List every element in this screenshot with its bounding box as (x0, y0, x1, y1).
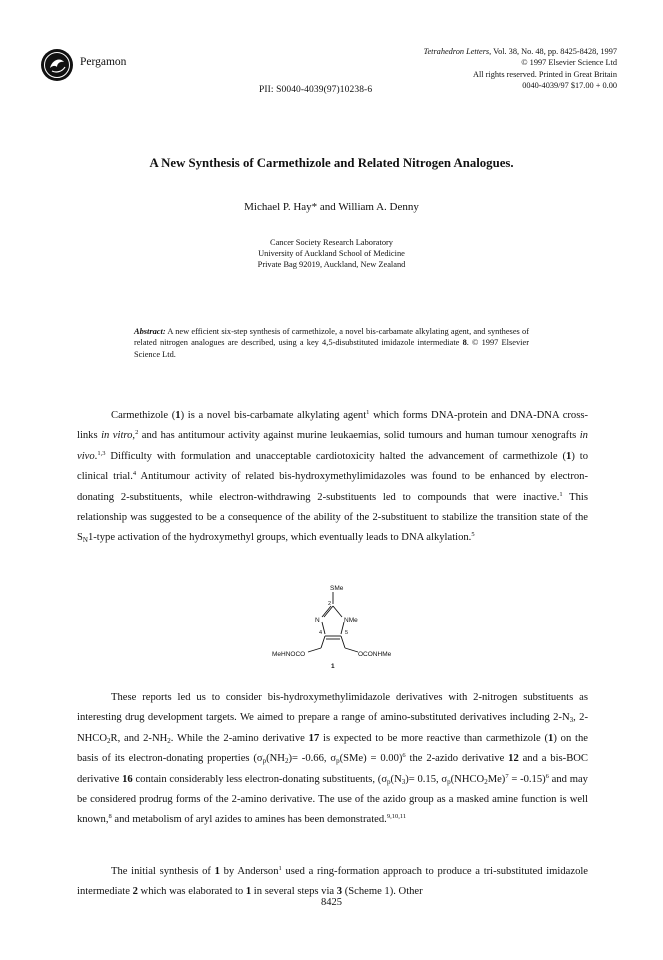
body-paragraph: Carmethizole (1) is a novel bis-carbamate alkylating agent$^1$ which forms DNA-protein and DNA-DNA cross-links in vitro,$^2$ and has antitumour activity against murine leukaemias, solid tumours and human tumour xenografts in vivo.$^{1,3}$ Difficulty with formulation and unacceptable cardiotoxicity halted the advancement of carmethizole (1) to clinical trial.$^4$ Antitumour activity of related bis-hydroxymethylimidazoles was found to be enhanced by electron-donating 2-substituents, while electron-withdrawing 2-substituents led to compounds that were inactive.$^1$ This relationship was suggested to be a consequence of the ability of the 2-substituent to stabilize the transition state of the $S_N1$-type activation of the hydroxymethyl groups, which eventually leads to DNA alkylation.$^5$ (77, 409, 588, 545)
publisher-name: Pergamon (80, 56, 127, 68)
compound-label: 1 (331, 663, 335, 670)
affiliation (0, 237, 663, 270)
paper-title: A New Synthesis of Carmethizole and Related Nitrogen Analogues. (149, 156, 514, 170)
pii-identifier: PII: S0040-4039(97)10238-6 (259, 85, 373, 95)
bond-c4-ch2 (321, 636, 325, 648)
bond-c2-n1 (333, 606, 342, 617)
bond-c2-n3-double (322, 606, 331, 617)
affiliation-line: Cancer Society Research Laboratory (269, 238, 393, 247)
body-paragraph: These reports led us to consider bis-hydroxymethylimidazole derivatives with 2-nitrogen substituents as interesting drug development targets. We aimed to prepare a range of amino-substituted derivatives including $2-N_3$, $2-NHCO_2R$, and $2-NH_2$. While the 2-amino derivative 17 is expected to be more reactive than carmethizole (1) on the basis of its electron-donating properties ($\sigma_p(NH_2)= -0.66$, $\sigma_p(SMe) = 0.00)^6$ the 2-azido derivative 12 and a bis-BOC derivative 16 contain considerably less electron-donating substituents, ($\sigma_p(N_3)= 0.15$, $\sigma_p(NHCO_2Me)^7 = -0.15)^6$ and may be considered prodrug forms of the 2-amino derivative. The use of the azido group as a masked amine function is well known,$^8$ and metabolism of aryl azides to amines has been demonstrated.$^{9,10,11}$ (77, 692, 588, 826)
bond-ch2-o-left (308, 648, 321, 652)
body-paragraph: The initial synthesis of 1 by Anderson$^1$ used a ring-formation approach to produce a tri-substituted imidazole intermediate 2 which was elaborated to 1 in several steps via 3 (Scheme 1). Other (77, 865, 589, 898)
bond-c5-ch2 (341, 636, 345, 648)
position-5-label: 5 (345, 630, 349, 636)
copyright-line: © 1997 Elsevier Science Ltd (521, 58, 617, 68)
sme-label: SMe (330, 585, 344, 592)
carmethizole-structure (258, 580, 408, 680)
bond-n3-c4 (322, 622, 325, 634)
issn-line: 0040-4039/97 $17.00 + 0.00 (522, 80, 617, 90)
publisher-logo-icon (40, 48, 74, 82)
bond-c2-n3 (324, 606, 333, 617)
n3-label: N (315, 617, 320, 624)
affiliation-line: University of Auckland School of Medicine (258, 249, 405, 258)
abstract-label: Abstract: (134, 327, 166, 336)
affiliation-line: Private Bag 92019, Auckland, New Zealand (257, 260, 406, 269)
journal-citation: Tetrahedron Letters, Vol. 38, No. 48, pp. 8425-8428, 1997 (423, 47, 617, 56)
bond-ch2-o-right (345, 648, 358, 652)
position-2-label: 2 (328, 601, 332, 607)
page-number: 8425 (321, 897, 342, 908)
abstract: Abstract: A new efficient six-step synthesis of carmethizole, a novel bis-carbamate alkylating agent, and syntheses of related nitrogen analogues are described, using a key 4,5-disubstituted imidazole intermediate 8. © 1997 Elsevier Science Ltd. (134, 327, 529, 359)
author-list: Michael P. Hay* and William A. Denny (244, 201, 419, 213)
nme-label: NMe (344, 617, 358, 624)
position-4-label: 4 (319, 630, 323, 636)
right-substituent: OCONHMe (358, 651, 392, 658)
rights-line: All rights reserved. Printed in Great Britain (472, 69, 617, 79)
left-substituent: MeHNOCO (272, 651, 306, 658)
